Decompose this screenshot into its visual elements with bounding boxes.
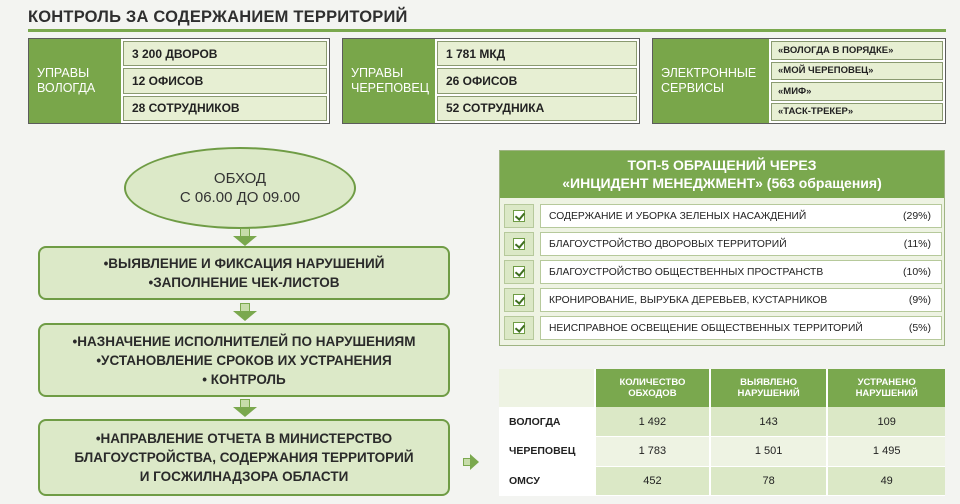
down-arrow-icon — [232, 303, 258, 321]
checkbox-icon — [504, 232, 534, 256]
list-item — [500, 314, 946, 342]
list-item — [500, 286, 946, 314]
table-cell: ВОЛОГДА — [499, 407, 595, 437]
list-item-label: КРОНИРОВАНИЕ, ВЫРУБКА ДЕРЕВЬЕВ, КУСТАРНИКОВ — [549, 294, 828, 306]
group-row: «ТАСК-ТРЕКЕР» — [771, 103, 943, 122]
table-cell: 109 — [827, 407, 945, 437]
table-cell: 143 — [710, 407, 828, 437]
group-row: 12 ОФИСОВ — [123, 68, 327, 93]
list-item-text — [540, 232, 942, 256]
stats-table — [499, 369, 945, 496]
table-cell: 1 501 — [710, 437, 828, 467]
table-header-cell — [499, 369, 595, 407]
table-cell: ОМСУ — [499, 466, 595, 496]
right-arrow-icon — [463, 454, 479, 470]
table-cell: 452 — [595, 466, 710, 496]
list-item — [500, 258, 946, 286]
flow-step-3 — [38, 419, 450, 496]
table-header-cell: УСТРАНЕНО НАРУШЕНИЙ — [827, 369, 945, 407]
down-arrow-icon — [232, 228, 258, 246]
table-row — [499, 407, 945, 437]
group-row: «МИФ» — [771, 82, 943, 101]
checkbox-icon — [504, 204, 534, 228]
flow-step-1 — [38, 246, 450, 300]
flow-step-text: •НАЗНАЧЕНИЕ ИСПОЛНИТЕЛЕЙ ПО НАРУШЕНИЯМ — [72, 333, 416, 349]
group-row: «ВОЛОГДА В ПОРЯДКЕ» — [771, 41, 943, 60]
list-item-text — [540, 204, 942, 228]
group-row: 26 ОФИСОВ — [437, 68, 637, 93]
table-cell: 1 492 — [595, 407, 710, 437]
list-item-percent: (11%) — [903, 238, 931, 250]
flow-step-text: БЛАГОУСТРОЙСТВА, СОДЕРЖАНИЯ ТЕРРИТОРИЙ — [74, 450, 414, 465]
group-row: 52 СОТРУДНИКА — [437, 96, 637, 121]
group-head-cherepovets: УПРАВЫ ЧЕРЕПОВЕЦ — [343, 39, 435, 123]
flow-step-text: И ГОСЖИЛНАДЗОРА ОБЛАСТИ — [139, 469, 349, 484]
list-item-label: СОДЕРЖАНИЕ И УБОРКА ЗЕЛЕНЫХ НАСАЖДЕНИЙ — [549, 210, 807, 222]
table-header-row — [499, 369, 945, 407]
list-item-label: НЕИСПРАВНОЕ ОСВЕЩЕНИЕ ОБЩЕСТВЕННЫХ ТЕРРИТОРИЙ — [549, 322, 863, 334]
flow-step-text: •ВЫЯВЛЕНИЕ И ФИКСАЦИЯ НАРУШЕНИЙ — [103, 256, 385, 271]
table-row — [499, 466, 945, 496]
flow-step-text: •НАПРАВЛЕНИЕ ОТЧЕТА В МИНИСТЕРСТВО — [95, 431, 393, 446]
flow-start-ellipse — [124, 147, 356, 229]
group-head-e-services: ЭЛЕКТРОННЫЕ СЕРВИСЫ — [653, 39, 769, 123]
list-item-percent: (29%) — [902, 210, 931, 222]
group-vologda — [28, 38, 330, 124]
checkbox-icon — [504, 316, 534, 340]
table-header-cell: КОЛИЧЕСТВО ОБХОДОВ — [595, 369, 710, 407]
table-cell: 78 — [710, 466, 828, 496]
top5-title: ТОП-5 ОБРАЩЕНИЙ ЧЕРЕЗ — [627, 157, 817, 173]
group-row: 28 СОТРУДНИКОВ — [123, 96, 327, 121]
list-item — [500, 202, 946, 230]
top5-header — [500, 151, 944, 198]
top5-panel — [499, 150, 945, 346]
flow-step-text: • КОНТРОЛЬ — [202, 371, 286, 387]
list-item-text — [540, 288, 942, 312]
title-underline — [28, 29, 946, 32]
table-header-cell: ВЫЯВЛЕНО НАРУШЕНИЙ — [710, 369, 828, 407]
table-cell: ЧЕРЕПОВЕЦ — [499, 437, 595, 467]
group-cherepovets — [342, 38, 640, 124]
checkbox-icon — [504, 288, 534, 312]
flow-start-label: ОБХОД — [213, 170, 267, 187]
table-cell: 1 783 — [595, 437, 710, 467]
top5-subtitle: «ИНЦИДЕНТ МЕНЕДЖМЕНТ» (563 обращения) — [562, 175, 882, 191]
page-title: КОНТРОЛЬ ЗА СОДЕРЖАНИЕМ ТЕРРИТОРИЙ — [28, 8, 408, 26]
list-item-label: БЛАГОУСТРОЙСТВО ДВОРОВЫХ ТЕРРИТОРИЙ — [549, 238, 787, 250]
list-item-percent: (9%) — [908, 294, 931, 306]
group-row: 3 200 ДВОРОВ — [123, 41, 327, 66]
checkbox-icon — [504, 260, 534, 284]
group-row: «МОЙ ЧЕРЕПОВЕЦ» — [771, 62, 943, 81]
table-cell: 1 495 — [827, 437, 945, 467]
list-item-text — [540, 260, 942, 284]
list-item-text — [540, 316, 942, 340]
flow-step-text: •ЗАПОЛНЕНИЕ ЧЕК-ЛИСТОВ — [148, 275, 340, 290]
table-row — [499, 437, 945, 467]
group-e-services — [652, 38, 946, 124]
list-item — [500, 230, 946, 258]
down-arrow-icon — [232, 399, 258, 417]
flow-step-2 — [38, 323, 450, 397]
flow-step-text: •УСТАНОВЛЕНИЕ СРОКОВ ИХ УСТРАНЕНИЯ — [96, 352, 392, 368]
group-head-vologda: УПРАВЫ ВОЛОГДА — [29, 39, 121, 123]
list-item-percent: (10%) — [902, 266, 931, 278]
list-item-percent: (5%) — [908, 322, 931, 334]
table-cell: 49 — [827, 466, 945, 496]
list-item-label: БЛАГОУСТРОЙСТВО ОБЩЕСТВЕННЫХ ПРОСТРАНСТВ — [549, 266, 824, 278]
group-row: 1 781 МКД — [437, 41, 637, 66]
flow-start-time: С 06.00 ДО 09.00 — [179, 189, 301, 206]
